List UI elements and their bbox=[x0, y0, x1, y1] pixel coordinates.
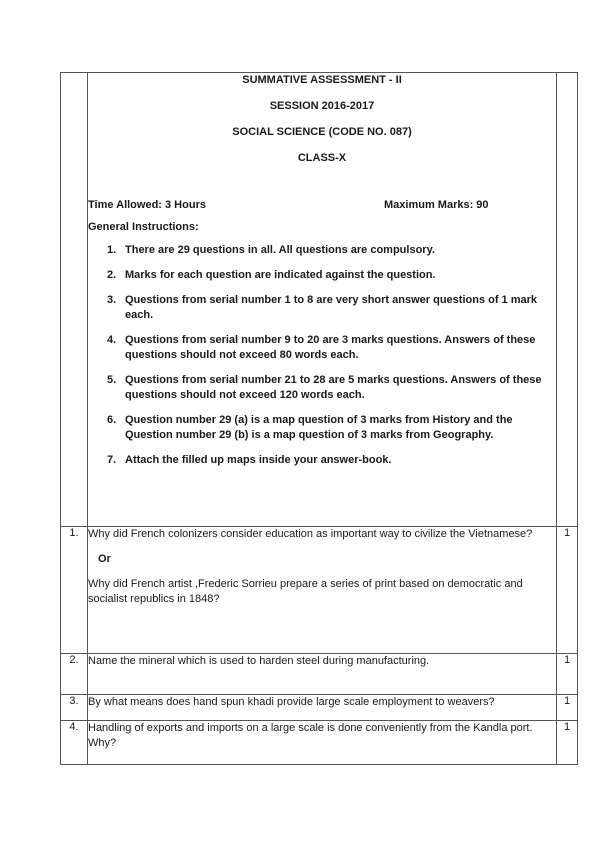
time-allowed: Time Allowed: 3 Hours bbox=[88, 199, 206, 211]
question-marks: 1 bbox=[557, 527, 578, 654]
instruction-text: Questions from serial number 1 to 8 are very short answer questions of 1 mark each. bbox=[125, 294, 538, 321]
question-number: 4. bbox=[61, 721, 88, 765]
paper-meta bbox=[88, 199, 556, 211]
instruction-item bbox=[88, 293, 556, 323]
instruction-number: 1. bbox=[107, 244, 117, 256]
question-marks: 1 bbox=[557, 654, 578, 695]
question-text: By what means does hand spun khadi provide large scale employment to weavers? bbox=[88, 695, 557, 721]
instruction-number: 7. bbox=[107, 454, 117, 466]
instruction-text: Question number 29 (a) is a map question of 3 marks from History and the Question number 29 (b) is a map question of 3 marks from Geography. bbox=[125, 414, 513, 441]
paper-title-block bbox=[88, 73, 556, 165]
general-instructions-heading: General Instructions: bbox=[88, 221, 199, 233]
header-cell bbox=[88, 73, 557, 527]
alternative-question-text: Why did French artist ,Frederic Sorrieu prepare a series of print based on democratic and socialist republics in 1848? bbox=[88, 578, 523, 605]
question-number: 3. bbox=[61, 695, 88, 721]
instruction-item bbox=[88, 453, 556, 468]
instruction-text: Attach the filled up maps inside your answer-book. bbox=[125, 454, 392, 466]
header-row bbox=[61, 73, 578, 527]
assessment-title: SUMMATIVE ASSESSMENT - II bbox=[242, 74, 402, 86]
question-row bbox=[61, 527, 578, 654]
question-row bbox=[61, 654, 578, 695]
question-text: Name the mineral which is used to harden steel during manufacturing. bbox=[88, 654, 557, 695]
instruction-item bbox=[88, 373, 556, 403]
instruction-text: Questions from serial number 21 to 28 are 5 marks questions. Answers of these questions should not exceed 120 words each. bbox=[125, 374, 542, 401]
question-number: 2. bbox=[61, 654, 88, 695]
or-label: Or bbox=[98, 553, 111, 565]
instruction-item bbox=[88, 243, 556, 258]
instruction-number: 4. bbox=[107, 334, 117, 346]
instruction-item bbox=[88, 268, 556, 283]
subject-title: SOCIAL SCIENCE (CODE NO. 087) bbox=[232, 126, 412, 138]
instruction-item bbox=[88, 333, 556, 363]
instruction-number: 2. bbox=[107, 269, 117, 281]
question-paper-table bbox=[60, 72, 578, 765]
instruction-text: Marks for each question are indicated against the question. bbox=[125, 269, 436, 281]
instruction-text: Questions from serial number 9 to 20 are 3 marks questions. Answers of these questions should not exceed 80 words each. bbox=[125, 334, 536, 361]
session-title: SESSION 2016-2017 bbox=[269, 100, 375, 112]
instruction-text: There are 29 questions in all. All questions are compulsory. bbox=[125, 244, 435, 256]
instruction-item bbox=[88, 413, 556, 443]
question-marks: 1 bbox=[557, 721, 578, 765]
question-text: Why did French colonizers consider education as important way to civilize the Vietnamese? bbox=[88, 528, 533, 540]
maximum-marks: Maximum Marks: 90 bbox=[384, 199, 489, 211]
question-row bbox=[61, 695, 578, 721]
header-num-cell bbox=[61, 73, 88, 527]
question-marks: 1 bbox=[557, 695, 578, 721]
question-row bbox=[61, 721, 578, 765]
question-number: 1. bbox=[61, 527, 88, 654]
question-text-cell bbox=[88, 527, 557, 654]
question-text: Handling of exports and imports on a large scale is done conveniently from the Kandla port. Why? bbox=[88, 721, 557, 765]
class-title: CLASS-X bbox=[297, 152, 347, 164]
instruction-number: 3. bbox=[107, 294, 117, 306]
header-marks-cell bbox=[557, 73, 578, 527]
instructions-list bbox=[88, 243, 556, 468]
instruction-number: 6. bbox=[107, 414, 117, 426]
instruction-number: 5. bbox=[107, 374, 117, 386]
